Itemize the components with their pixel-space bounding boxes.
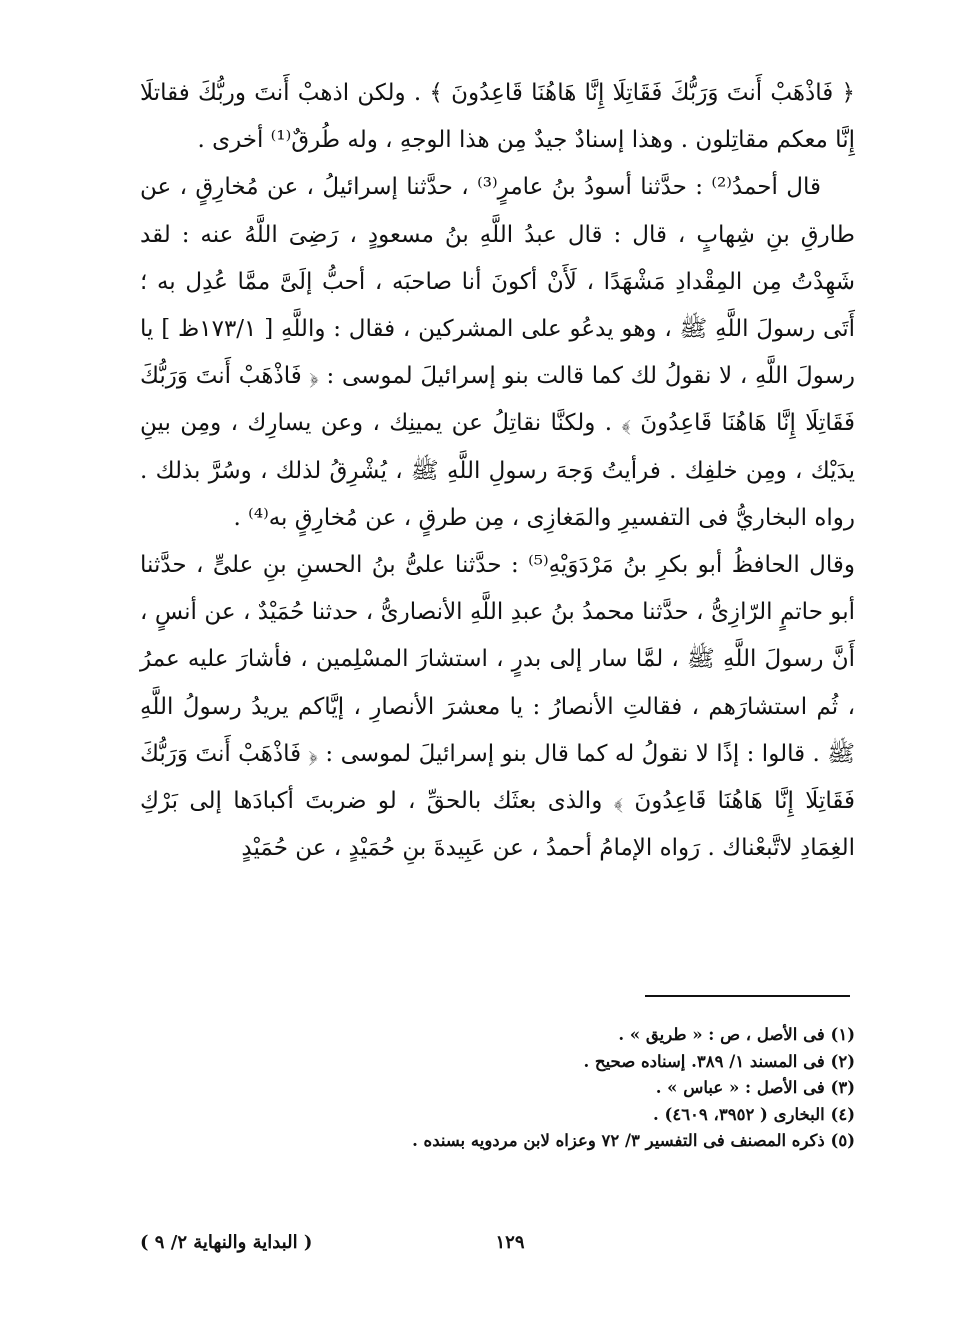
paragraph: قال أحمدُ⁽²⁾ : حدَّثنا أسودُ بنُ عامرٍ⁽³⁾ ، حدَّثنا إسرائيلُ ، عن مُخارِقٍ ، عن طارقِ بنِ شِهابٍ ، قال : قال عبدُ اللَّهِ بنُ مسعودٍ ، رَضِىَ اللَّهُ عنه : لقد شَهِدْتُ مِن المِقْدادِ مَشْهَدًا ، لَأَنْ أكونَ أنا صاحبَه ، أحبُّ إلَىَّ ممَّا عُدِل به ؛ أَتَى رسولَ اللَّهِ ﷺ ، وهو يدعُو على المشركين ، فقال : واللَّهِ [ ١٧٣/١ظ ] يا رسولَ اللَّهِ ، لا نقولُ لك كما قالت بنو إسرائيلَ لموسى : ﴿ فَاذْهَبْ أَنتَ وَرَبُّكَ فَقَاتِلَا إِنَّا هَاهُنَا قَاعِدُونَ ﴾ . ولكنَّا نقاتِلُ عن يمينِك ، وعن يسارِك ، ومِن بينِ يدَيْك ، ومِن خلفِك . فرأيتُ وَجهَ رسولِ اللَّهِ ﷺ ، يُشْرِقُ لذلك ، وسُرَّ بذلك . رواه البخاريُّ فى التفسيرِ والمَغازِى ، مِن طرقٍ ، عن مُخارِقٍ به⁽⁴⁾ . xyxy=(140,174,855,531)
page-number: ١٢٩ xyxy=(495,1232,525,1253)
footnote: (٤) البخارى ( ٣٩٥٢، ٤٦٠٩) . xyxy=(653,1104,855,1124)
footnote: (٢) فى المسند ١/ ٣٨٩. إسناده صحيح . xyxy=(583,1051,855,1071)
paragraph: ﴿ فَاذْهَبْ أَنتَ وَرَبُّكَ فَقَاتِلَا إِنَّا هَاهُنَا قَاعِدُونَ ﴾ . ولكن اذهبْ أَنتَ وربُّكَ فقاتلَا إِنَّا معكم مقاتِلون . وهذا إسنادٌ جيدٌ مِن هذا الوجهِ ، وله طُرقٌ⁽¹⁾ أخرى . xyxy=(140,80,855,154)
running-title: ( البداية والنهاية ٢/ ٩ ) xyxy=(140,1232,313,1253)
footnote: (٣) فى الأصل : « عباس » . xyxy=(655,1078,855,1097)
footnotes xyxy=(140,1022,855,1155)
main-text xyxy=(140,70,855,872)
footnote-separator xyxy=(645,995,850,997)
footnote: (٥) ذكره المصنف فى التفسير ٣/ ٧٢ وعزاه لابن مردويه بسنده . xyxy=(412,1131,855,1150)
paragraph: وقال الحافظُ أبو بكرِ بنُ مَرْدَوَيْهِ⁽⁵⁾ : حدَّثنا علىُّ بنُ الحسنِ بنِ علىٍّ ، حدَّثنا أبو حاتمٍ الرّازِىُّ ، حدَّثنا محمدُ بنُ عبدِ اللَّهِ الأنصارىُّ ، حدثنا حُمَيْدٌ ، عن أنسٍ ، أَنَّ رسولَ اللَّهِ ﷺ ، لمَّا سار إلى بدرٍ ، استشارَ المسْلِمين ، فأشارَ عليه عمرُ ، ثُم استشارَهم ، فقالتِ الأنصارُ : يا معشرَ الأنصارِ ، إيَّاكم يريدُ رسولُ اللَّهِ ﷺ . قالوا : إذًا لا نقولُ له كما قال بنو إسرائيلَ لموسى : ﴿ فَاذْهَبْ أَنتَ وَرَبُّكَ فَقَاتِلَا إِنَّا هَاهُنَا قَاعِدُونَ ﴾ والذى بعثَك بالحقِّ ، لو ضربتَ أكبادَها إلى بَرْكِ الغِمَادِ لاتَّبعْناك . رَواه الإمامُ أحمدُ ، عن عَبِيدةَ بنِ حُمَيْدٍ ، عن حُمَيْدٍ xyxy=(140,552,855,862)
footnote: (١) فى الأصل ، ص : « طريق » . xyxy=(618,1025,855,1044)
